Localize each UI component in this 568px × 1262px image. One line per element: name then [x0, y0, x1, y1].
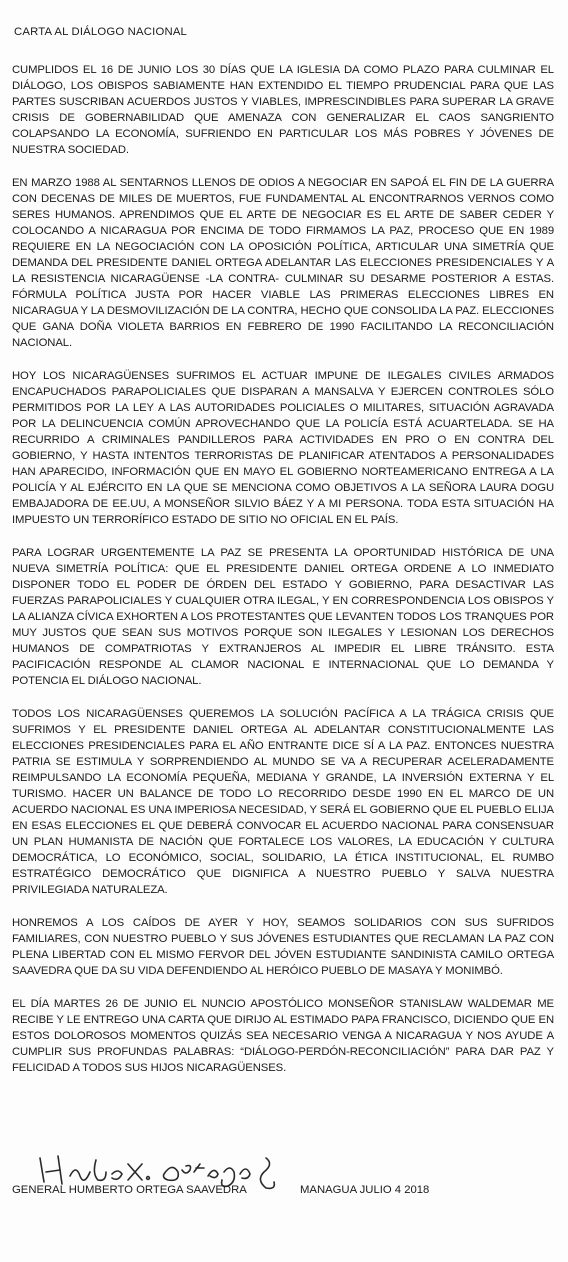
paragraph-2: EN MARZO 1988 AL SENTARNOS LLENOS DE ODIOS A NEGOCIAR EN SAPOÁ EL FIN DE LA GUERRA CON DECENAS DE MILES DE MUERTOS, FUE FUNDAMENTAL AL ENCONTRARNOS VERNOS COMO SERES HUMANOS. APRENDIMOS QUE EL ARTE DE NEGOCIAR ES EL ARTE DE SABER CEDER Y COLOCANDO A NICARAGUA POR ENCIMA DE TODO FIRMAMOS LA PAZ, PROCESO QUE EN 1989 REQUIERE EN LA NEGOCIACIÓN CON LA OPOSICIÓN POLÍTICA, ARTICULAR UNA SIMETRÍA QUE DEMANDA DEL PRESIDENTE DANIEL ORTEGA ADELANTAR LAS ELECCIONES PRESIDENCIALES Y A LA RESISTENCIA NICARAGÜENSE -LA CONTRA- CULMINAR SU DESARME POSTERIOR A ESTAS. FÓRMULA POLÍTICA JUSTA POR HACER VIABLE LAS PRIMERAS ELECCIONES LIBRES EN NICARAGUA Y LA DESMOVILIZACIÓN DE LA CONTRA, HECHO QUE CONSOLIDA LA PAZ. ELECCIONES QUE GANA DOÑA VIOLETA BARRIOS EN FEBRERO DE 1990 FACILITANDO LA RECONCILIACIÓN NACIONAL. [12, 177, 554, 349]
place-and-date: MANAGUA JULIO 4 2018 [300, 1184, 430, 1196]
paragraph-5: TODOS LOS NICARAGÜENSES QUEREMOS LA SOLUCIÓN PACÍFICA A LA TRÁGICA CRISIS QUE SUFRIMOS Y EL PRESIDENTE DANIEL ORTEGA AL ADELANTAR CONSTITUCIONALMENTE LAS ELECCIONES PRESIDENCIALES PARA EL AÑO ENTRANTE DICE SÍ A LA PAZ. ENTONCES NUESTRA PATRIA SE ESTIMULA Y SORPRENDIENDO AL MUNDO SE VA A RECUPERAR ACELERADAMENTE REIMPULSANDO LA ECONOMÍA PEQUEÑA, MEDIANA Y GRANDE, LA INVERSIÓN EXTERNA Y EL TURISMO. HACER UN BALANCE DE TODO LO RECORRIDO DESDE 1990 EN EL MARCO DE UN ACUERDO NACIONAL ES UNA IMPERIOSA NECESIDAD, Y SERÁ EL GOBIERNO QUE EL PUEBLO ELIJA EN ESAS ELECCIONES EL QUE DEBERÁ CONVOCAR EL ACUERDO NACIONAL PARA CONSENSUAR UN PLAN HUMANISTA DE NACIÓN QUE FORTALECE LOS VALORES, LA EDUCACIÓN Y CULTURA DEMOCRÁTICA, LO ECONÓMICO, SOCIAL, SOLIDARIO, LA ÉTICA INSTITUCIONAL, EL RUMBO ESTRATÉGICO DEMOCRÁTICO QUE DIGNIFICA A NUESTRO PUEBLO Y SALVA NUESTRA PRIVILEGIADA NATURALEZA. [12, 708, 554, 896]
paragraph-6: HONREMOS A LOS CAÍDOS DE AYER Y HOY, SEAMOS SOLIDARIOS CON SUS SUFRIDOS FAMILIARES, CON NUESTRO PUEBLO Y SUS JÓVENES ESTUDIANTES QUE RECLAMAN LA PAZ CON PLENA LIBERTAD CON EL MISMO FERVOR DEL JÓVEN ESTUDIANTE SANDINISTA CAMILO ORTEGA SAAVEDRA QUE DA SU VIDA DEFENDIENDO AL HERÓICO PUEBLO DE MASAYA Y MONIMBÓ. [12, 917, 554, 977]
paragraph-3: HOY LOS NICARAGÜENSES SUFRIMOS EL ACTUAR IMPUNE DE ILEGALES CIVILES ARMADOS ENCAPUCHADOS PARAPOLICIALES QUE DISPARAN A MANSALVA Y EJERCEN CONTROLES SÓLO PERMITIDOS POR LA LEY A LAS AUTORIDADES POLICIALES O MILITARES, SITUACIÓN AGRAVADA POR LA DELINCUENCIA COMÚN APROVECHANDO QUE LA POLICÍA ESTÁ ACUARTELADA. SE HA RECURRIDO A CRIMINALES PANDILLEROS PARA ACTIVIDADES EN PRO O EN CONTRA DEL GOBIERNO, Y HASTA INTENTOS TERRORISTAS DE PLANIFICAR ATENTADOS A PERSONALIDADES HAN APARECIDO, INFORMACIÓN QUE EN MAYO EL GOBIERNO NORTEAMERICANO ENTREGA A LA POLICÍA Y AL EJÉRCITO EN LA QUE SE MENCIONA COMO OBJETIVOS A LA SEÑORA LAURA DOGU EMBAJADORA DE EE.UU, A MONSEÑOR SILVIO BÁEZ Y A MI PERSONA. TODA ESTA SITUACIÓN HA IMPUESTO UN TERRORÍFICO ESTADO DE SITIO NO OFICIAL EN EL PAÍS. [12, 370, 554, 526]
paragraph-1: CUMPLIDOS EL 16 DE JUNIO LOS 30 DÍAS QUE LA IGLESIA DA COMO PLAZO PARA CULMINAR EL DIÁLOGO, LOS OBISPOS SABIAMENTE HAN EXTENDIDO EL TIEMPO PRUDENCIAL PARA QUE LAS PARTES SUSCRIBAN ACUERDOS JUSTOS Y VIABLES, IMPRESCINDIBLES PARA SUPERAR LA GRAVE CRISIS DE GOBERNABILIDAD QUE AMENAZA CON GENERALIZAR EL CAOS SANGRIENTO COLAPSANDO LA ECONOMÍA, SUFRIENDO EN PARTICULAR LOS MÁS POBRES Y JÓVENES DE NUESTRA SOCIEDAD. [12, 64, 554, 156]
letter-title: CARTA AL DIÁLOGO NACIONAL [14, 26, 188, 38]
letter-body [12, 24, 554, 1093]
paragraph-4: PARA LOGRAR URGENTEMENTE LA PAZ SE PRESENTA LA OPORTUNIDAD HISTÓRICA DE UNA NUEVA SIMETRÍA POLÍTICA: QUE EL PRESIDENTE DANIEL ORTEGA ORDENE A LO INMEDIATO DISPONER TODO EL PODER DE ÓRDEN DEL ESTADO Y GOBIERNO, PARA DESACTIVAR LAS FUERZAS PARAPOLICIALES Y CUALQUIER OTRA ILEGAL, Y EN CORRESPONDENCIA LOS OBISPOS Y LA ALIANZA CÍVICA EXHORTEN A LOS PROTESTANTES QUE LEVANTEN TODOS LOS TRANQUES POR MUY JUSTOS QUE SEAN SUS MOTIVOS PORQUE SON ILEGALES Y LESIONAN LOS DERECHOS HUMANOS DE COMPATRIOTAS Y EXTRANJEROS AL IMPEDIR EL LIBRE TRÁNSITO. ESTA PACIFICACIÓN RESPONDE AL CLAMOR NACIONAL E INTERNACIONAL QUE LO DEMANDA Y POTENCIA EL DIÁLOGO NACIONAL. [12, 547, 554, 687]
signer-name: GENERAL HUMBERTO ORTEGA SAAVEDRA [12, 1184, 247, 1196]
signature-block [0, 1150, 568, 1210]
paragraph-7: EL DÍA MARTES 26 DE JUNIO EL NUNCIO APOSTÓLICO MONSEÑOR STANISLAW WALDEMAR ME RECIBE Y LE ENTREGO UNA CARTA QUE DIRIJO AL ESTIMADO PAPA FRANCISCO, DICIENDO QUE EN ESTOS DOLOROSOS MOMENTOS QUIZÁS SEA NECESARIO VENGA A NICARAGUA Y NOS AYUDE A CUMPLIR SUS PROFUNDAS PALABRAS: “DIÁLOGO-PERDÓN-RECONCILIACIÓN” PARA DAR PAZ Y FELICIDAD A TODOS SUS HIJOS NICARAGÜENSES. [12, 998, 554, 1074]
